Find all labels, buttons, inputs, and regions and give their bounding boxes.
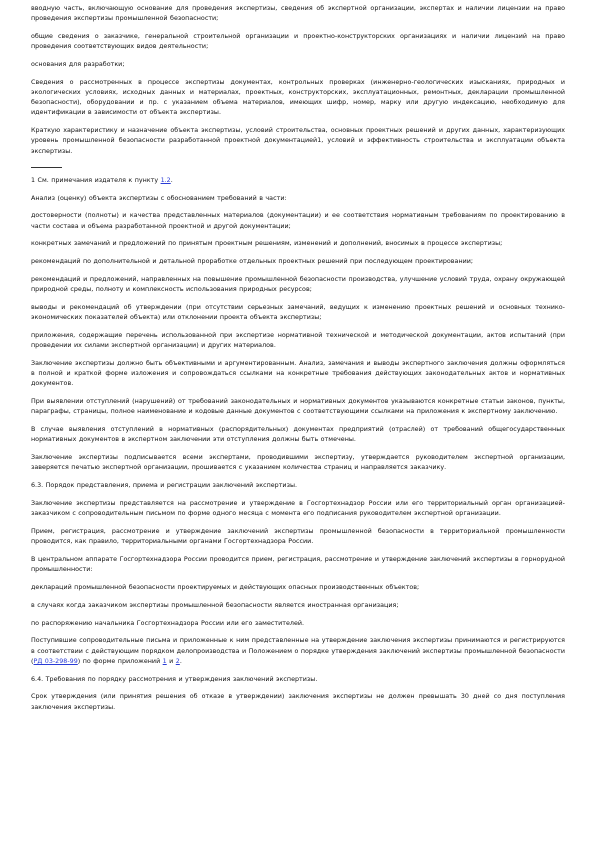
paragraph: конкретных замечаний и предложений по принятым проектным решениям, изменений и дополнений, вносимых в процессе экспертизы; (31, 240, 503, 248)
ref-text: ) по форме приложений (77, 657, 163, 665)
paragraph-with-links (31, 636, 565, 667)
footnote-link[interactable]: 1.2 (160, 176, 171, 184)
footnote-end: . (170, 176, 173, 184)
paragraph: Краткую характеристику и назначение объекта экспертизы, условий строительства, основных проектных решений и других данных, характеризующих уровень промышленной безопасности разработанной проектной документацией1, условий и эффективность строительства и эксплуатации объекта экспертизы. (31, 127, 565, 155)
paragraph: В случае выявления отступлений в нормативных (распорядительных) документах предприятий (отраслей) от требований общегосударственных нормативных документов в экспертном заключении эти отступления должны быть отмечены. (31, 426, 565, 444)
appendix-1-link[interactable]: 1 (162, 657, 167, 665)
paragraph: Сведения о рассмотренных в процессе экспертизы документах, контрольных проверках (инженерно-геологических изысканиях, природных и экологических условиях, исходных данных и материалах, проектных, конструкторских, эксплуатационных, ремонтных, декларации промышленной безопасности), оборудовании и пр. с указанием объема материалов, имеющих шифр, номер, марку или другую индексацию, необходимую для идентификации в зависимости от объекта экспертизы. (31, 78, 565, 117)
ref-text: Поступившие сопроводительные письма и приложенные к ним представленные на утверждение заключения экспертизы принимаются и регистрируются в соответствии с действующим порядком делопроизводства и Положением о порядке утверждения заключений экспертизы промышленной безопасности ( (31, 637, 565, 665)
paragraph: Заключение экспертизы представляется на рассмотрение и утверждение в Госгортехнадзор России или его территориальный орган организацией-заказчиком с сопроводительным письмом по форме одного месяца с момента его подписания руководителем экспертной организации. (31, 500, 565, 518)
rd-document-link[interactable]: РД 03-298-99 (33, 657, 78, 665)
paragraph: приложения, содержащие перечень использованной при экспертизе нормативной технической и методической документации, актов испытаний (при проведении их силами экспертной организации) и других материалов. (31, 332, 565, 350)
ref-text: и (166, 657, 176, 665)
footnote-divider (31, 167, 62, 168)
section-heading: 6.4. Требования по порядку рассмотрения и утверждения заключений экспертизы. (31, 675, 318, 683)
document-page (31, 4, 565, 720)
paragraph: по распоряжению начальника Госгортехнадзора России или его заместителей. (31, 619, 305, 627)
paragraph: Анализ (оценку) объекта экспертизы с обоснованием требований в части: (31, 194, 287, 202)
paragraph: достоверности (полноты) и качества представленных материалов (документации) и ее соответствия нормативным требованиям по проектированию в части состава и объема разработанной проектной и другой документации; (31, 212, 565, 230)
paragraph: деклараций промышленной безопасности проектируемых и действующих опасных производственных объектов; (31, 584, 420, 591)
paragraph: Заключение экспертизы подписывается всеми экспертами, проводившими экспертизу, утверждается руководителем экспертной организации, заверяется печатью экспертной организации, прошивается с указанием количества страниц и направляется заказчику. (31, 454, 565, 472)
paragraph: основания для разработки; (31, 61, 125, 68)
appendix-2-link[interactable]: 2 (175, 657, 180, 665)
paragraph: в случаях когда заказчиком экспертизы промышленной безопасности является иностранная организация; (31, 601, 399, 609)
footnote (31, 176, 565, 186)
paragraph: При выявлении отступлений (нарушений) от требований законодательных и нормативных документов указываются конкретные статьи законов, пункты, параграфы, страницы, полное наименование и кодовые данные документов с соответствующими ссылками на приложения к экспертному заключению. (31, 398, 565, 416)
section-heading: 6.3. Порядок представления, приема и регистрации заключений экспертизы. (31, 482, 298, 490)
paragraph: общие сведения о заказчике, генеральной строительной организации и проектно-конструкторских организациях и наличии лицензий на право проведения соответствующих видов деятельности; (31, 33, 565, 51)
paragraph: Срок утверждения (или принятия решения об отказе в утверждении) заключения экспертизы не должен превышать 30 дней со дня поступления заключения экспертизы. (31, 693, 565, 711)
paragraph: рекомендаций и предложений, направленных на повышение промышленной безопасности производства, улучшение условий труда, охрану окружающей природной среды, полноту и комплексность использования природных ресурсов; (31, 276, 565, 294)
paragraph: Заключение экспертизы должно быть объективными и аргументированным. Анализ, замечания и выводы экспертного заключения должны оформляться в полной и краткой форме изложения и сопровождаться ссылками на конкретные требования действующих законодательных актов и нормативных документов. (31, 360, 565, 388)
paragraph: В центральном аппарате Госгортехнадзора России проводится прием, регистрация, рассмотрение и утверждение заключений экспертизы в горнорудной промышленности: (31, 556, 565, 574)
paragraph: выводы и рекомендаций об утверждении (при отсутствии серьезных замечаний, ведущих к изменению проектных решений и основных технико-экономических показателей объекта) или отклонении проекта объекта экспертизы; (31, 304, 565, 322)
paragraph: рекомендаций по дополнительной и детальной проработке отдельных проектных решений при последующем проектировании; (31, 258, 474, 266)
ref-text: . (179, 657, 182, 665)
footnote-text: 1 См. примечания издателя к пункту (31, 176, 161, 184)
paragraph: Прием, регистрация, рассмотрение и утверждение заключений экспертизы промышленной безопасности в территориальной промышленности проводится, как правило, территориальными органами Госгортехнадзора России. (31, 528, 565, 546)
paragraph: вводную часть, включающую основание для проведения экспертизы, сведения об экспертной организации, экспертах и наличии лицензии на право проведения экспертизы промышленной безопасности; (31, 5, 565, 23)
